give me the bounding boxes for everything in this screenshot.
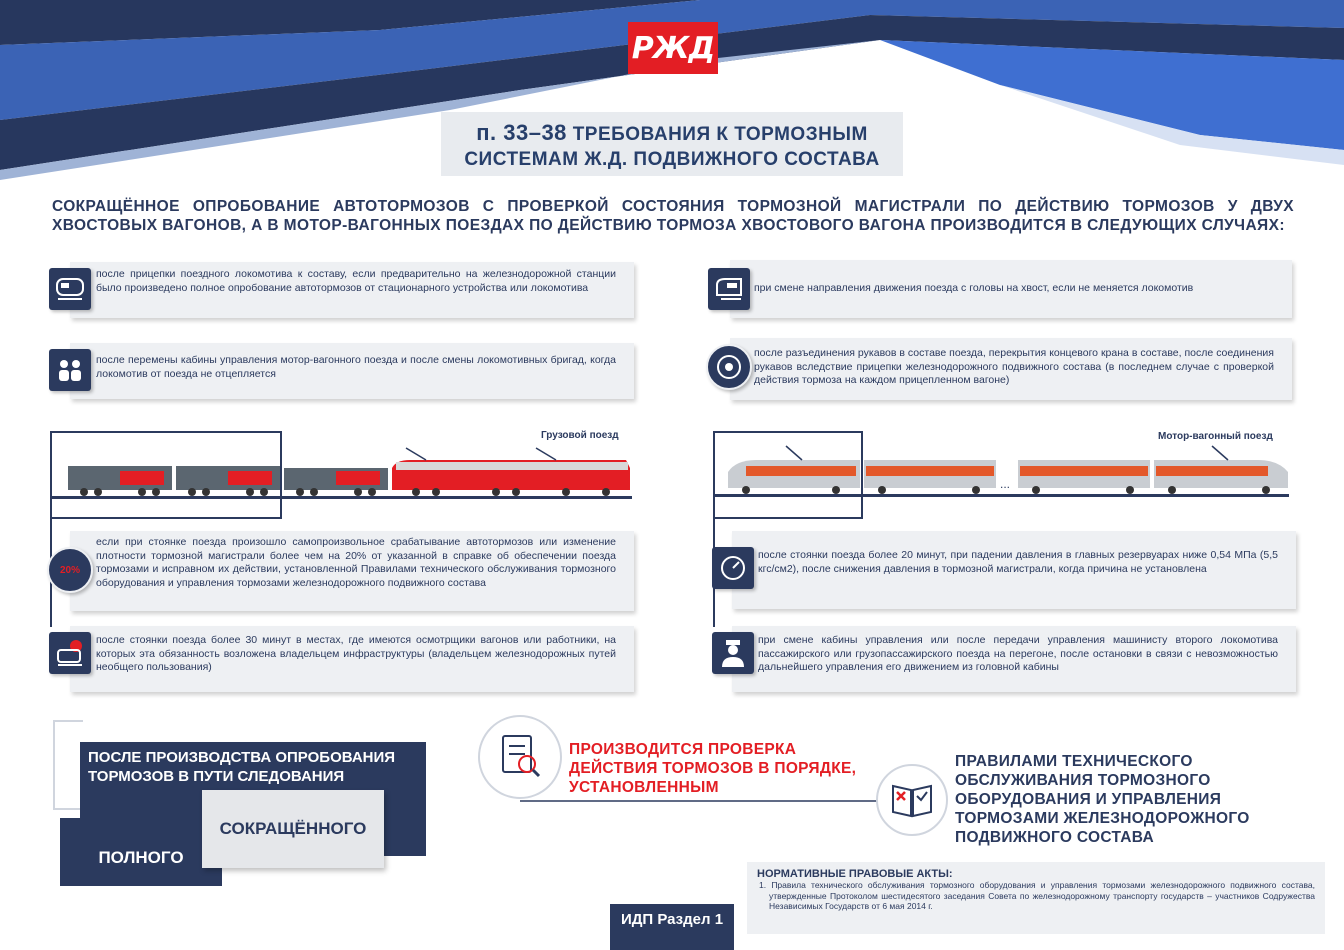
legal-act-item: 1. Правила технического обслуживания тормозного оборудования и управления тормозами железнодорожного подвижного состава, утвержденные Протоколом шестидесятого заседания Совета по железнодорожному транспорту государств – участников Содружества Независимых Государств от 6 мая 2014 г. <box>759 880 1315 911</box>
emu-train-label: Мотор-вагонный поезд <box>1158 431 1273 442</box>
case-text: после прицепки поездного локомотива к составу, если предварительно на железнодорожной станции было произведено полное опробование автотормозов от стационарного устройства или локомотива <box>96 268 616 294</box>
case-card <box>70 343 634 399</box>
after-test-heading: ПОСЛЕ ПРОИЗВОДСТВА ОПРОБОВАНИЯ ТОРМОЗОВ В ПУТИ СЛЕДОВАНИЯ <box>80 742 426 856</box>
case-card <box>70 262 634 318</box>
case-card <box>732 531 1296 609</box>
locomotive-icon <box>49 268 91 310</box>
title-line1: ТРЕБОВАНИЯ К ТОРМОЗНЫМ <box>572 124 868 145</box>
case-card <box>70 531 634 611</box>
bottom-bracket-bottom <box>53 808 83 810</box>
manometer-icon <box>712 547 754 589</box>
freight-train <box>66 440 632 498</box>
gauge-percent: 20% <box>59 564 80 576</box>
stop-clock-icon <box>49 632 91 674</box>
title-line2: СИСТЕМАМ Ж.Д. ПОДВИЖНОГО СОСТАВА <box>464 149 880 170</box>
hose-icon <box>706 344 752 390</box>
page-title <box>441 112 903 176</box>
emu-car <box>1018 460 1150 494</box>
crew-icon <box>49 349 91 391</box>
case-text: после перемены кабины управления мотор-вагонного поезда и после смены локомотивных бригад, когда локомотив от поезда не отцепляется <box>96 354 616 380</box>
case-card <box>732 626 1296 692</box>
emu-train <box>726 440 1290 496</box>
case-text: после разъединения рукавов в составе поезда, перекрытия концевого крана в составе, после соединения рукавов вследствие прицепки железнодорожного подвижного состава (в последнем случае с проверкой действия тормоза на каждом прицепленном вагоне) <box>754 347 1274 386</box>
case-text: при смене направления движения поезда с головы на хвост, если не меняется локомотив <box>754 282 1194 294</box>
freight-locomotive <box>392 448 630 496</box>
train-direction-icon <box>708 268 750 310</box>
legal-acts-box <box>747 862 1325 934</box>
title-number: п. 33–38 <box>476 120 567 145</box>
emu-car <box>728 446 860 494</box>
rules-book-icon <box>876 764 948 836</box>
bottom-bracket-top <box>53 720 83 722</box>
emu-gap-dots: ... <box>1000 477 1011 491</box>
freight-wagon <box>176 466 280 496</box>
emu-ground-under <box>713 517 863 519</box>
bottom-bracket <box>53 720 55 810</box>
legal-acts-heading: НОРМАТИВНЫЕ ПРАВОВЫЕ АКТЫ: <box>757 868 953 880</box>
rzd-logo: РЖД <box>628 22 718 74</box>
freight-wagon <box>284 468 388 496</box>
section-footer: ИДП Раздел 1 <box>610 904 734 950</box>
case-text: после стоянки поезда более 30 минут в местах, где имеются осмотрщики вагонов или работники, на которых эта обязанность возложена владельцем инфраструктуры (владельцем железнодорожных путей необщего пользования) <box>96 634 616 673</box>
freight-train-label: Грузовой поезд <box>541 430 619 441</box>
intro-text: СОКРАЩЁННОЕ ОПРОБОВАНИЕ АВТОТОРМОЗОВ С ПРОВЕРКОЙ СОСТОЯНИЯ ТОРМОЗНОЙ МАГИСТРАЛИ ПО ДЕЙСТВИЮ ТОРМОЗОВ У ДВУХ ХВОСТОВЫХ ВАГОНОВ, А В МОТОР-ВАГОННЫХ ПОЕЗДАХ ПО ДЕЙСТВИЮ ТОРМОЗА ХВОСТОВОГО ВАГОНА ПРОИЗВОДИТСЯ В СЛЕДУЮЩИХ СЛУЧАЯХ: <box>52 198 1294 234</box>
emu-car <box>864 460 996 494</box>
case-text: при смене кабины управления или после передачи управления машинисту второго локомотива пассажирского или грузопассажирского поезда на перегоне, после остановки в связи с невозможностью дальнейшего управления его движением из головной кабины <box>758 634 1278 673</box>
case-card <box>730 260 1292 318</box>
freight-ground-under <box>50 517 282 519</box>
reduced-test-box: СОКРАЩЁННОГО <box>202 790 384 868</box>
rules-text: ПРАВИЛАМИ ТЕХНИЧЕСКОГО ОБСЛУЖИВАНИЯ ТОРМОЗНОГО ОБОРУДОВАНИЯ И УПРАВЛЕНИЯ ТОРМОЗАМИ ЖЕЛЕЗНОДОРОЖНОГО ПОДВИЖНОГО СОСТАВА <box>955 753 1250 846</box>
driver-icon <box>712 632 754 674</box>
case-card <box>70 626 634 692</box>
case-text: если при стоянке поезда произошло самопроизвольное срабатывание автотормозов или изменение плотности тормозной магистрали более чем на 20% от указанной в справке об обеспечении поезда тормозами и исправном их действии, установленной Правилами технического обслуживания тормозного оборудования и управления тормозами железнодорожного подвижного состава <box>96 536 616 589</box>
emu-car <box>1154 446 1288 494</box>
full-test-box: ПОЛНОГО <box>60 818 222 886</box>
case-text: после стоянки поезда более 20 минут, при падении давления в главных резервуарах ниже 0,54 МПа (5,5 кгс/см2), после снижения давления в тормозной магистрали, когда причина не установлена <box>758 549 1278 575</box>
pressure-gauge-icon <box>47 547 93 593</box>
check-document-icon <box>478 715 562 799</box>
freight-wagon <box>68 466 172 496</box>
case-card <box>730 338 1292 400</box>
check-procedure-text: ПРОИЗВОДИТСЯ ПРОВЕРКА ДЕЙСТВИЯ ТОРМОЗОВ В ПОРЯДКЕ, УСТАНОВЛЕННЫМ <box>569 741 857 796</box>
